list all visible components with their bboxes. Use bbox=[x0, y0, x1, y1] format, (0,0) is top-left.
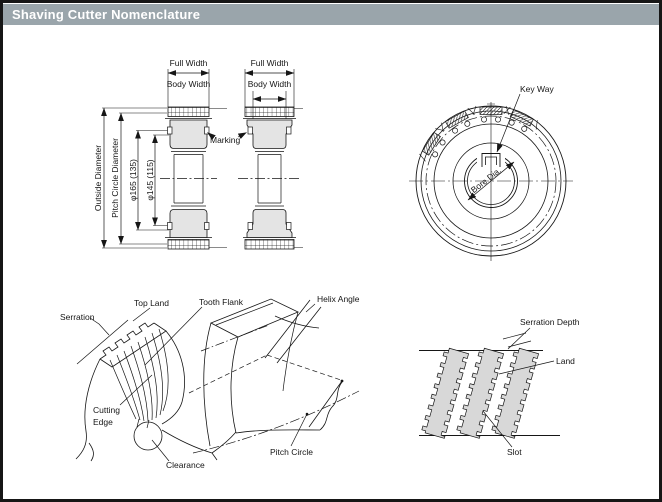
key-way-label: Key Way bbox=[520, 84, 554, 94]
pitch-circle-label: Pitch Circle bbox=[270, 447, 313, 457]
nomenclature-diagram bbox=[3, 25, 659, 499]
tooth-flank-label: Tooth Flank bbox=[199, 297, 243, 307]
serration-label: Serration bbox=[60, 312, 95, 322]
full-width-left-label: Full Width bbox=[169, 58, 208, 68]
dia-165-label: φ165 (135) bbox=[128, 159, 138, 201]
front-view-diagram bbox=[409, 84, 573, 261]
slot-label: Slot bbox=[507, 447, 522, 457]
page-title: Shaving Cutter Nomenclature bbox=[12, 7, 201, 22]
adjacent-tooth bbox=[204, 299, 298, 446]
serration-view-diagram bbox=[419, 317, 580, 457]
top-land-label: Top Land bbox=[134, 298, 169, 308]
clearance-label: Clearance bbox=[166, 460, 205, 470]
cutter-left-section bbox=[160, 107, 217, 249]
helix-angle-label: Helix Angle bbox=[317, 294, 360, 304]
cutter-right-section bbox=[238, 107, 301, 249]
pitch-circle-diameter-label: Pitch Circle Diameter bbox=[110, 138, 120, 218]
serration-depth-label: Serration Depth bbox=[520, 317, 580, 327]
land-label: Land bbox=[556, 356, 575, 366]
clearance-circle bbox=[134, 422, 162, 450]
cutting-edge-label-line1: Cutting bbox=[93, 405, 120, 415]
dia-145-label: φ145 (115) bbox=[145, 159, 155, 201]
section-header-bar bbox=[3, 4, 659, 25]
tooth-view-diagram bbox=[60, 294, 360, 470]
serration-strips bbox=[421, 347, 538, 438]
side-view-diagram bbox=[93, 58, 303, 249]
bore-dia-label: Bore Dia. bbox=[468, 165, 503, 195]
outside-diameter-label: Outside Diameter bbox=[93, 144, 103, 212]
body-width-right-label: Body Width bbox=[247, 79, 292, 89]
body-width-left-label: Body Width bbox=[166, 79, 211, 89]
marking-label: Marking bbox=[210, 135, 241, 145]
cutting-edge-label-line2: Edge bbox=[93, 417, 113, 427]
full-width-right-label: Full Width bbox=[250, 58, 289, 68]
